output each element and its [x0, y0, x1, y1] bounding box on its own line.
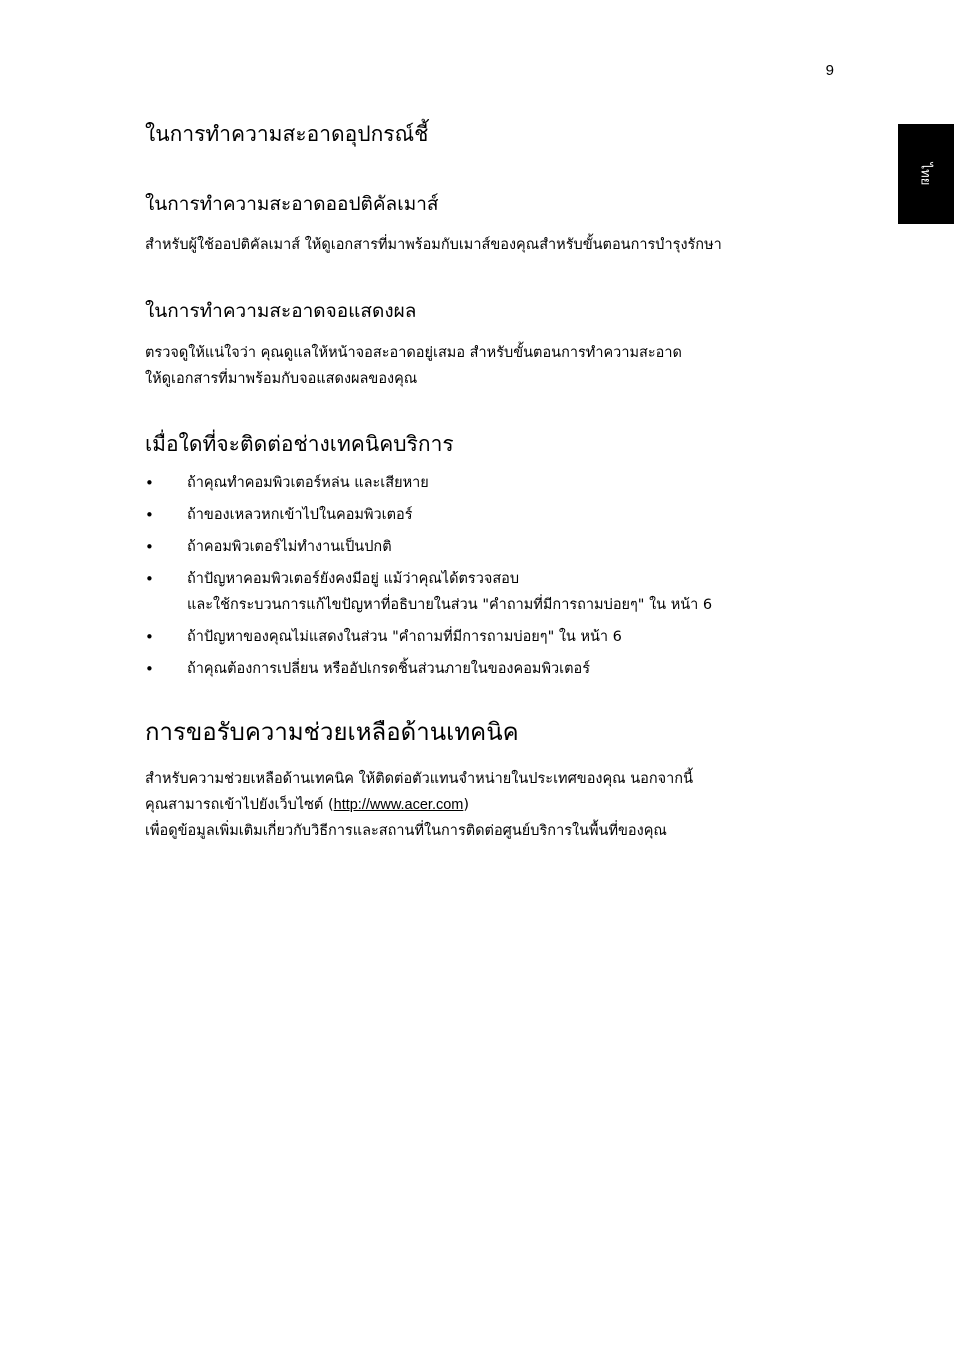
- language-tab: [898, 124, 954, 224]
- list-item-text: ถ้าปัญหาคอมพิวเตอร์ยังคงมีอยู่ แม้ว่าคุณได้ตรวจสอบ: [187, 571, 520, 587]
- list-item-text: ถ้าปัญหาของคุณไม่แสดงในส่วน "คำถามที่มีการถามบ่อยๆ" ใน หน้า 6: [187, 629, 622, 645]
- bullet-icon: •: [145, 474, 154, 492]
- list-item-text: ถ้าของเหลวหกเข้าไปในคอมพิวเตอร์: [187, 507, 413, 523]
- display-heading: ในการทำความสะอาดจอแสดงผล: [145, 300, 417, 322]
- optical-mouse-text: สำหรับผู้ใช้ออปติคัลเมาส์ ให้ดูเอกสารที่มาพร้อมกับเมาส์ของคุณสำหรับขั้นตอนการบำรุงรักษา: [145, 237, 722, 253]
- bullet-icon: •: [145, 570, 154, 588]
- display-text-line-1: ตรวจดูให้แน่ใจว่า คุณดูแลให้หน้าจอสะอาดอยู่เสมอ สำหรับขั้นตอนการทำความสะอาด: [145, 345, 682, 361]
- cleaning-pointing-device-heading: ในการทำความสะอาดอุปกรณ์ชี้: [145, 122, 429, 146]
- page-number: 9: [825, 62, 834, 79]
- optical-mouse-paragraph: [145, 232, 825, 258]
- service-technician-heading: เมื่อใดที่จะติดต่อช่างเทคนิคบริการ: [145, 432, 454, 456]
- support-text-line-3: เพื่อดูข้อมูลเพิ่มเติมเกี่ยวกับวิธีการและสถานที่ในการติดต่อศูนย์บริการในพื้นที่ของคุณ: [145, 823, 667, 839]
- support-text-line-2: [145, 792, 825, 818]
- technical-support-paragraph: [145, 766, 825, 844]
- support-text-prefix: คุณสามารถเข้าไปยังเว็บไซต์ (: [145, 797, 334, 813]
- list-item-text: ถ้าคุณทำคอมพิวเตอร์หล่น และเสียหาย: [187, 475, 429, 491]
- optical-mouse-heading: ในการทำความสะอาดออปติคัลเมาส์: [145, 193, 439, 215]
- support-text-suffix: ): [463, 797, 470, 813]
- display-text-line-2: ให้ดูเอกสารที่มาพร้อมกับจอแสดงผลของคุณ: [145, 371, 418, 387]
- bullet-icon: •: [145, 660, 154, 678]
- language-tab-label: ไทย: [917, 162, 933, 186]
- list-item-text: ถ้าคอมพิวเตอร์ไม่ทำงานเป็นปกติ: [187, 539, 392, 555]
- bullet-icon: •: [145, 538, 154, 556]
- bullet-icon: •: [145, 628, 154, 646]
- list-item-text: และใช้กระบวนการแก้ไขปัญหาที่อธิบายในส่วน "คำถามที่มีการถามบ่อยๆ" ใน หน้า 6: [187, 597, 713, 613]
- acer-website-link[interactable]: http://www.acer.com: [333, 797, 464, 813]
- support-text-line-1: สำหรับความช่วยเหลือด้านเทคนิค ให้ติดต่อตัวแทนจำหน่ายในประเทศของคุณ นอกจากนี้: [145, 771, 693, 787]
- display-paragraph: [145, 340, 825, 392]
- list-item-text: ถ้าคุณต้องการเปลี่ยน หรืออัปเกรดชิ้นส่วนภายในของคอมพิวเตอร์: [187, 661, 591, 677]
- technical-support-heading: การขอรับความช่วยเหลือด้านเทคนิค: [145, 718, 519, 746]
- bullet-icon: •: [145, 506, 154, 524]
